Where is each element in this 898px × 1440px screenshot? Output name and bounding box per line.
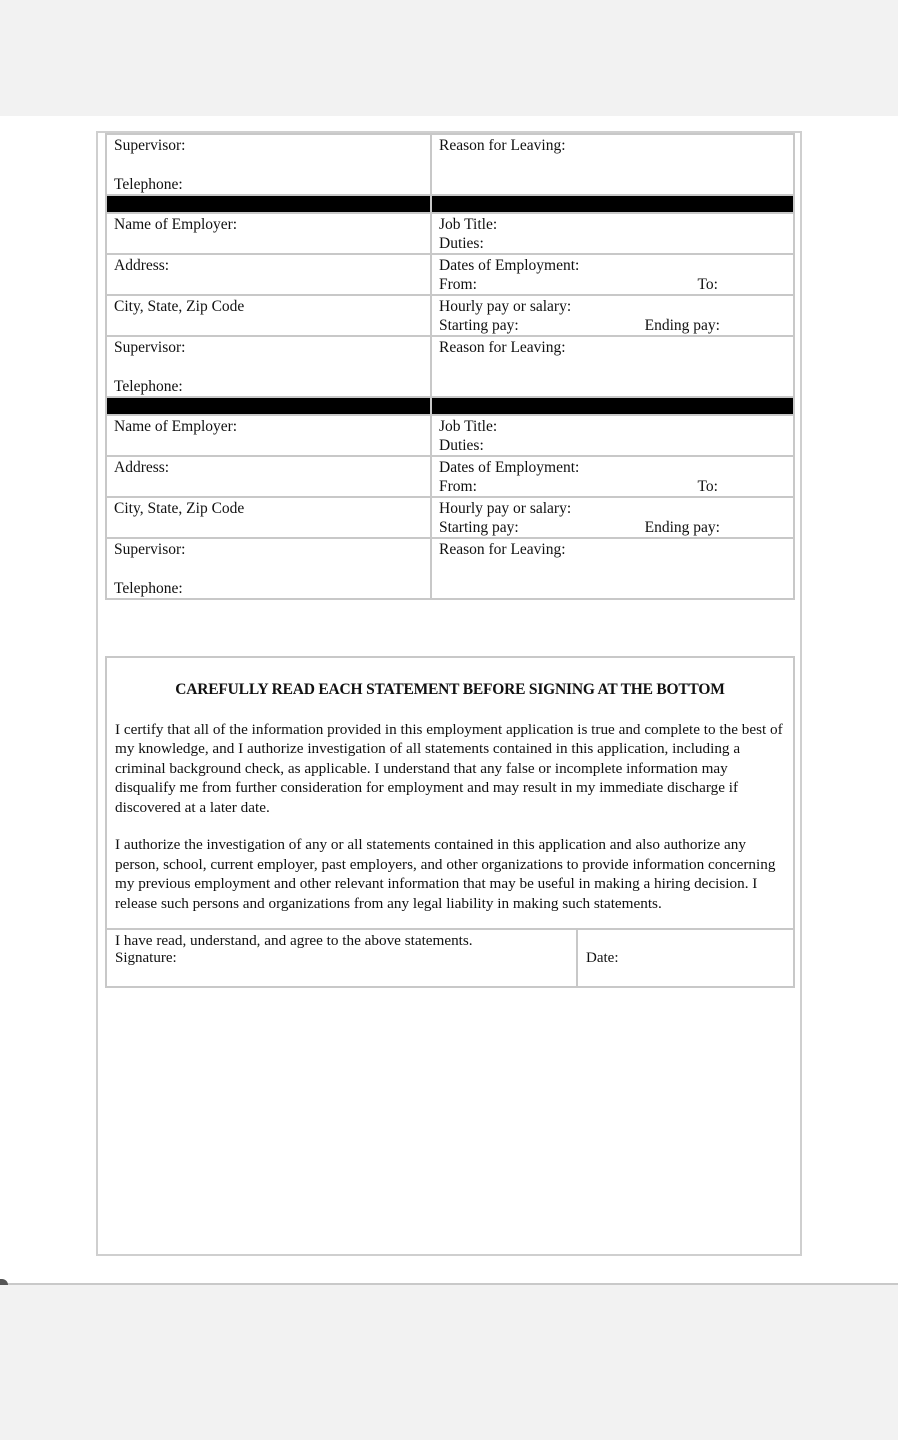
certification-box bbox=[105, 656, 795, 988]
section-divider-bar bbox=[106, 397, 794, 415]
employer-name-label: Name of Employer: bbox=[114, 216, 238, 233]
duties-label: Duties: bbox=[439, 437, 484, 454]
job-title-cell[interactable] bbox=[431, 415, 794, 456]
to-label: To: bbox=[697, 276, 718, 293]
dates-cell[interactable] bbox=[431, 456, 794, 497]
supervisor-telephone-cell[interactable] bbox=[106, 336, 431, 397]
pay-label: Hourly pay or salary: bbox=[439, 298, 572, 315]
ending-pay-label: Ending pay: bbox=[644, 519, 720, 536]
table-row bbox=[106, 336, 794, 397]
city-cell[interactable] bbox=[106, 295, 431, 336]
from-label: From: bbox=[439, 276, 477, 293]
starting-pay-label: Starting pay: bbox=[439, 317, 519, 334]
starting-pay-label: Starting pay: bbox=[439, 519, 519, 536]
city-label: City, State, Zip Code bbox=[114, 500, 245, 517]
from-label: From: bbox=[439, 478, 477, 495]
supervisor-telephone-cell[interactable] bbox=[106, 538, 431, 599]
supervisor-label: Supervisor: bbox=[114, 541, 186, 558]
reason-cell[interactable] bbox=[431, 336, 794, 397]
table-row bbox=[106, 415, 794, 456]
employer-name-cell[interactable] bbox=[106, 415, 431, 456]
telephone-label: Telephone: bbox=[114, 176, 183, 193]
ending-pay-label: Ending pay: bbox=[644, 317, 720, 334]
agreement-statement: I have read, understand, and agree to the above statements. bbox=[115, 932, 473, 949]
table-row bbox=[106, 456, 794, 497]
city-cell[interactable] bbox=[106, 497, 431, 538]
telephone-label: Telephone: bbox=[114, 580, 183, 597]
employer-name-label: Name of Employer: bbox=[114, 418, 238, 435]
table-row bbox=[106, 134, 794, 195]
signature-row bbox=[107, 928, 793, 988]
address-label: Address: bbox=[114, 459, 170, 476]
employment-history-table bbox=[105, 133, 795, 600]
supervisor-label: Supervisor: bbox=[114, 339, 186, 356]
job-title-label: Job Title: bbox=[439, 216, 498, 233]
reason-cell[interactable] bbox=[431, 134, 794, 195]
reason-cell[interactable] bbox=[431, 538, 794, 599]
pay-label: Hourly pay or salary: bbox=[439, 500, 572, 517]
section-divider-bar bbox=[106, 195, 794, 213]
address-label: Address: bbox=[114, 257, 170, 274]
table-row bbox=[106, 497, 794, 538]
employer-name-cell[interactable] bbox=[106, 213, 431, 254]
date-field[interactable] bbox=[578, 930, 626, 988]
table-row bbox=[106, 254, 794, 295]
table-row bbox=[106, 213, 794, 254]
address-cell[interactable] bbox=[106, 456, 431, 497]
reason-label: Reason for Leaving: bbox=[439, 541, 566, 558]
authorization-paragraph: I authorize the investigation of any or all statements contained in this application and also authorize any person, school, current employer, past employers, and other organizations to provide information concerning my previous employment and other relevant information that may be useful in making a hiring decision. I release such persons and organizations from any legal liability in making such statements. bbox=[115, 836, 776, 912]
table-row bbox=[106, 295, 794, 336]
certification-paragraph: I certify that all of the information provided in this employment application is true and complete to the best of my knowledge, and I authorize investigation of all statements contained in this application, including a criminal background check, as applicable. I understand that any false or incomplete information may disqualify me from further consideration for employment and may result in my immediate discharge if discovered at a later date. bbox=[115, 720, 783, 816]
signature-label: Signature: bbox=[115, 950, 177, 966]
pay-cell[interactable] bbox=[431, 295, 794, 336]
reason-label: Reason for Leaving: bbox=[439, 339, 566, 356]
certification-title: CAREFULLY READ EACH STATEMENT BEFORE SIGNING AT THE BOTTOM bbox=[175, 681, 725, 698]
dates-label: Dates of Employment: bbox=[439, 459, 580, 476]
pay-cell[interactable] bbox=[431, 497, 794, 538]
duties-label: Duties: bbox=[439, 235, 484, 252]
telephone-label: Telephone: bbox=[114, 378, 183, 395]
viewport-bottom-edge bbox=[0, 1283, 898, 1285]
table-row bbox=[106, 538, 794, 599]
job-title-label: Job Title: bbox=[439, 418, 498, 435]
job-title-cell[interactable] bbox=[431, 213, 794, 254]
date-label: Date: bbox=[586, 950, 619, 966]
supervisor-telephone-cell[interactable] bbox=[106, 134, 431, 195]
reason-label: Reason for Leaving: bbox=[439, 137, 566, 154]
to-label: To: bbox=[697, 478, 718, 495]
supervisor-label: Supervisor: bbox=[114, 137, 186, 154]
dates-label: Dates of Employment: bbox=[439, 257, 580, 274]
city-label: City, State, Zip Code bbox=[114, 298, 245, 315]
viewer-top-band bbox=[0, 0, 898, 116]
dates-cell[interactable] bbox=[431, 254, 794, 295]
signature-field[interactable] bbox=[107, 930, 578, 988]
address-cell[interactable] bbox=[106, 254, 431, 295]
